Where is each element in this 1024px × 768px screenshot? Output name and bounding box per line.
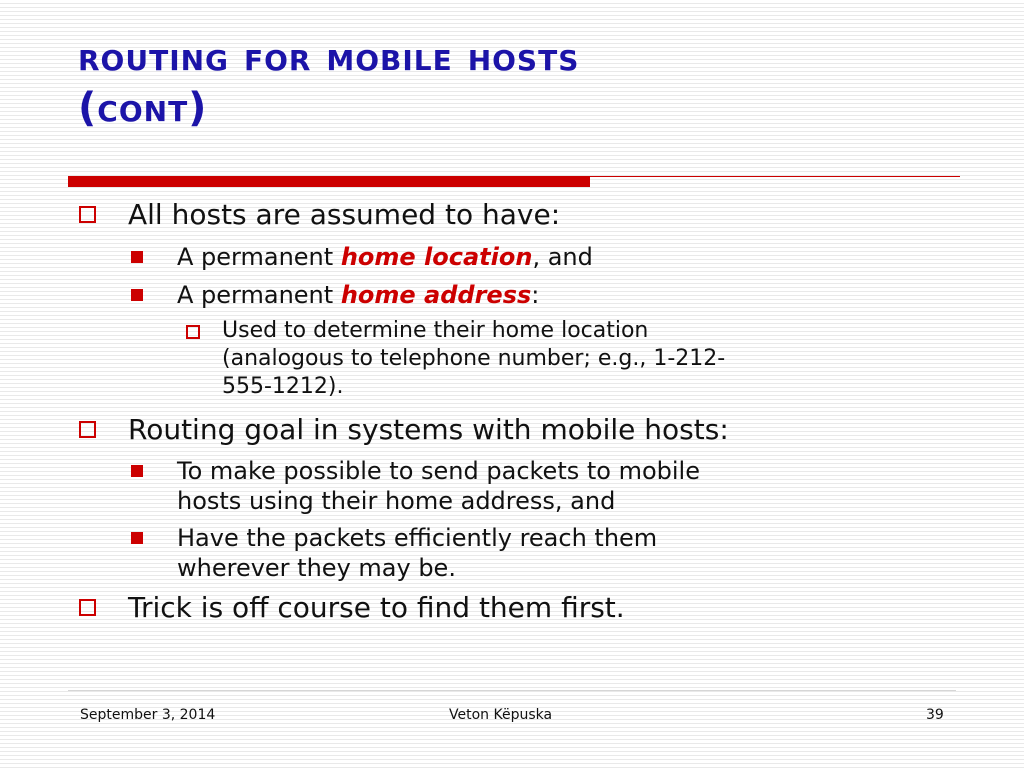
filled-square-bullet-icon <box>131 251 143 263</box>
bullet-text-prefix: A permanent <box>177 243 341 271</box>
home-location-emphasis: home location <box>340 243 533 271</box>
bullet-text-line-1: Have the packets efficiently reach them <box>177 524 658 552</box>
bullet-home-location <box>177 242 593 272</box>
footer-divider <box>68 690 956 691</box>
bullet-text: Routing goal in systems with mobile hosts: <box>128 413 729 446</box>
bullet-home-address <box>177 280 539 310</box>
bullet-text-line-2: (analogous to telephone number; e.g., 1-212- <box>222 346 726 371</box>
bullet-send-packets <box>177 456 700 516</box>
slide-title-line-2: (cont) <box>78 85 208 131</box>
bullet-text: Trick is off course to find them first. <box>128 591 625 624</box>
home-address-emphasis: home address <box>340 281 532 309</box>
bullet-text-prefix: A permanent <box>177 281 341 309</box>
bullet-text-suffix: : <box>531 281 540 309</box>
footer-date: September 3, 2014 <box>80 707 216 723</box>
bullet-reach-them <box>177 523 657 583</box>
filled-square-bullet-icon <box>131 289 143 301</box>
bullet-used-to-determine <box>222 317 725 401</box>
footer-page-number: 39 <box>926 707 944 723</box>
filled-square-bullet-icon <box>131 532 143 544</box>
bullet-text-line-2: hosts using their home address, and <box>177 487 616 515</box>
footer-author: Veton Këpuska <box>449 707 553 723</box>
hollow-square-bullet-icon <box>79 421 96 438</box>
hollow-square-bullet-icon <box>79 599 96 616</box>
slide-title-line-1: routing for mobile hosts <box>78 34 580 80</box>
bullet-text-line-1: To make possible to send packets to mobile <box>177 457 700 485</box>
hollow-square-bullet-icon <box>79 206 96 223</box>
bullet-text-line-2: wherever they may be. <box>177 554 456 582</box>
bullet-text: All hosts are assumed to have: <box>128 198 561 231</box>
bullet-routing-goal <box>128 413 729 447</box>
filled-square-bullet-icon <box>131 465 143 477</box>
bullet-text-line-3: 555-1212). <box>222 374 344 399</box>
bullet-all-hosts <box>128 198 560 232</box>
bullet-trick <box>128 591 625 625</box>
hollow-square-bullet-icon <box>186 325 200 339</box>
bullet-text-line-1: Used to determine their home location <box>222 318 649 343</box>
bullet-text-suffix: , and <box>532 243 593 271</box>
